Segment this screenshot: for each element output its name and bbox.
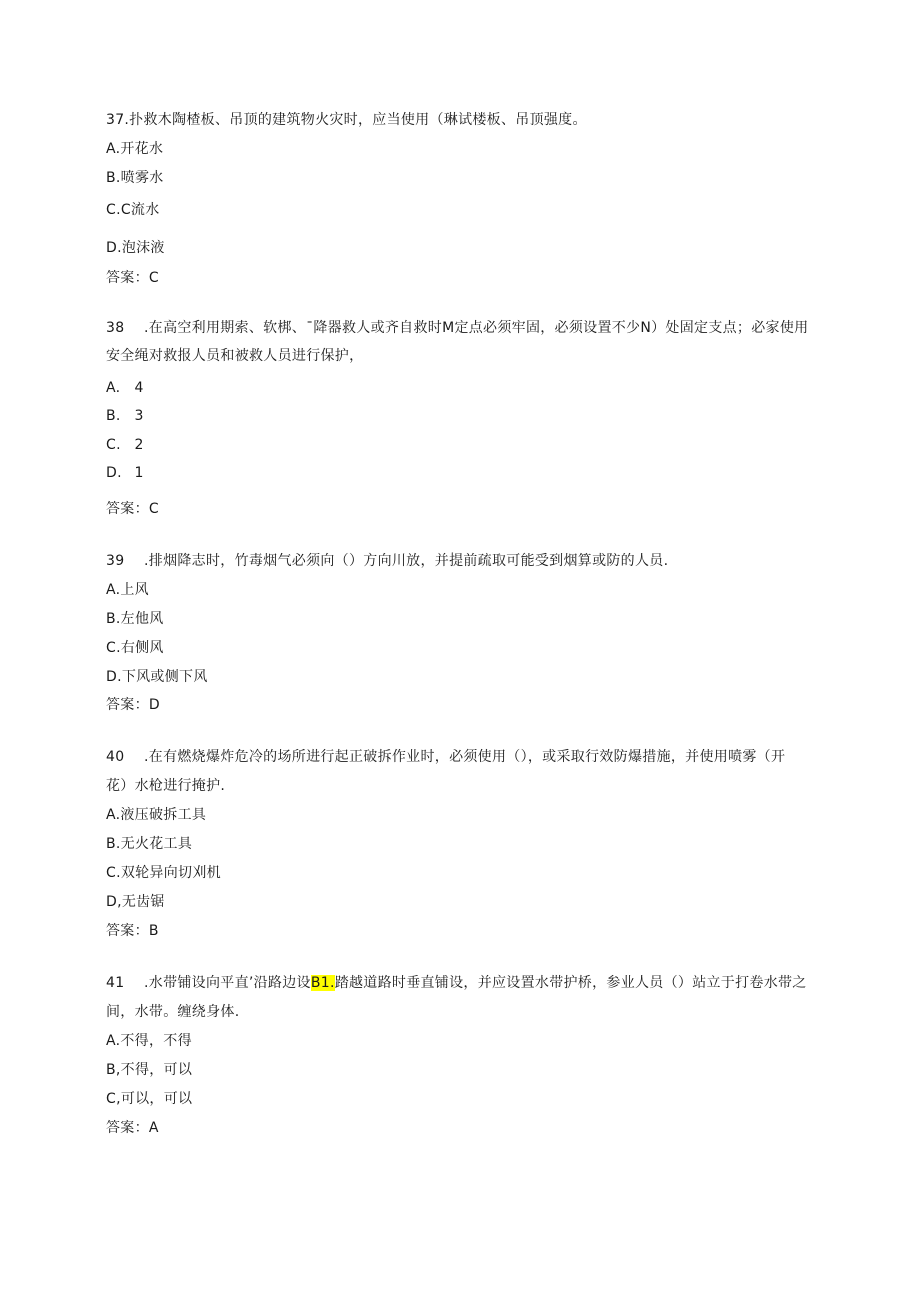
question-41-stem-after: 踏越道路时垂直铺设，并应设置水带护桥，参业人员（）站立于打卷水带之 (334, 975, 807, 991)
question-39-stem: 39 .排烟降志时，竹毒烟气必须向（）方向川放，并提前疏取可能受到烟算或防的人员. (106, 553, 669, 569)
question-39-option-c: C.右侧风 (106, 640, 164, 656)
question-38-option-d: D. 1 (106, 465, 144, 481)
question-38-option-a: A. 4 (106, 380, 144, 396)
question-38-answer: 答案：C (106, 501, 159, 517)
question-38-option-b: B. 3 (106, 408, 144, 424)
question-41-option-b: B,不得，可以 (106, 1062, 193, 1078)
question-37-option-d: D.泡沫液 (106, 240, 165, 256)
question-41-answer: 答案：A (106, 1120, 159, 1136)
question-37-stem: 37.扑救木陶楂板、吊顶的建筑物火灾时，应当使用（琳试楼板、吊顶强度。 (106, 112, 587, 128)
question-40-option-d: D,无齿锯 (106, 894, 165, 910)
question-40-answer: 答案：B (106, 923, 159, 939)
question-39-option-d: D.下风或侧下风 (106, 669, 208, 685)
question-41-option-c: C,可以，可以 (106, 1091, 193, 1107)
question-41-stem-line2: 间，水带。缠绕身体. (106, 1004, 240, 1020)
question-37-option-a: A.开花水 (106, 141, 164, 157)
question-39-option-b: B.左他风 (106, 611, 164, 627)
question-37-answer: 答案：C (106, 270, 159, 286)
question-41-stem-line1 (106, 973, 807, 993)
question-38-stem-line2: 安全绳对救报人员和被救人员进行保护， (106, 348, 364, 364)
question-37-option-c: C.C流水 (106, 202, 160, 218)
question-40-option-a: A.液压破拆工具 (106, 807, 207, 823)
question-40-option-b: B.无火花工具 (106, 836, 193, 852)
question-40-stem-line2: 花）水枪进行掩护. (106, 778, 226, 794)
question-41-stem-before: 41 .水带铺设向平直’沿路边设 (106, 975, 311, 991)
question-39-answer: 答案：D (106, 697, 160, 713)
question-38-stem-line1: 38 .在高空利用期索、软梆、ˉ降器救人或齐自救时M定点必须牢固，必须设置不少N）处固定支点；必家使用 (106, 320, 809, 336)
question-37-option-b: B.喷雾水 (106, 170, 164, 186)
question-40-option-c: C.双轮异向切刈机 (106, 865, 221, 881)
question-41-option-a: A.不得，不得 (106, 1033, 192, 1049)
question-40-stem-line1: 40 .在有燃烧爆炸危冷的场所进行起正破拆作业时，必须使用（），或采取行效防爆措施，并使用喷雾（开 (106, 749, 786, 765)
question-39-option-a: A.上风 (106, 582, 149, 598)
highlighted-text: B1. (310, 975, 335, 991)
question-38-option-c: C. 2 (106, 437, 144, 453)
